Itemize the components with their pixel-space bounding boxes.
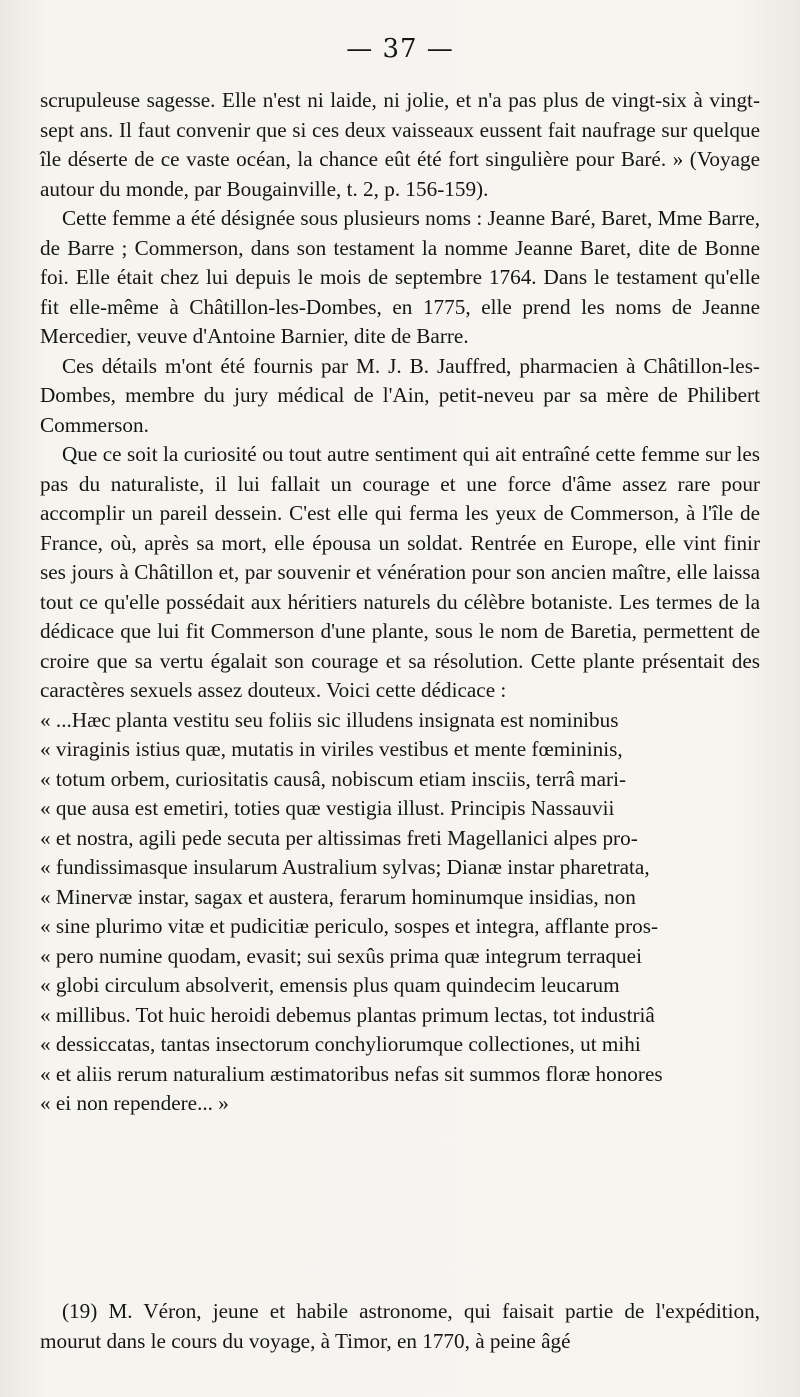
footnote-19: (19) M. Véron, jeune et habile astronome, qui faisait partie de l'expédition, mourut dans le cours du voyage, à Timor, en 1770, à peine âgé: [40, 1299, 760, 1353]
paragraph-2: Cette femme a été désignée sous plusieurs noms : Jeanne Baré, Baret, Mme Barre, de Barre ; Commerson, dans son testament la nomme Jeanne Baret, dite de Bonne foi. Elle était chez lui depuis le mois de septembre 1764. Dans le testament qu'elle fit elle-même à Châtillon-les-Dombes, en 1775, elle prend les noms de Jeanne Mercedier, veuve d'Antoine Barnier, dite de Barre.: [40, 206, 760, 348]
quote-line: « dessiccatas, tantas insectorum conchyliorumque collectiones, ut mihi: [40, 1032, 641, 1056]
quote-line: « ...Hæc planta vestitu seu foliis sic illudens insignata est nominibus: [40, 707, 619, 732]
quote-line: « viraginis istius quæ, mutatis in viriles vestibus et mente fœmininis,: [40, 737, 623, 761]
quote-line: « fundissimasque insularum Australium sylvas; Dianæ instar pharetrata,: [40, 855, 650, 879]
quote-line: « millibus. Tot huic heroidi debemus plantas primum lectas, tot industriâ: [40, 1002, 655, 1027]
quote-line: « Minervæ instar, sagax et austera, ferarum hominumque insidias, non: [40, 884, 636, 909]
paragraph-4: Que ce soit la curiosité ou tout autre sentiment qui ait entraîné cette femme sur les pas du naturaliste, il lui fallait un courage et une force d'âme assez rare pour accomplir un pareil dessein. C'est elle qui ferma les yeux de Commerson, à l'île de France, où, après sa mort, elle épousa un soldat. Rentrée en Europe, elle vint finir ses jours à Châtillon et, par souvenir et vénération pour son ancien maître, elle laissa tout ce qu'elle possédait aux héritiers naturels du célèbre botaniste. Les termes de la dédicace que lui fit Commerson d'une plante, sous le nom de Baretia, permettent de croire que sa vertu égalait son courage et sa résolution. Cette plante présentait des caractères sexuels assez douteux. Voici cette dédicace :: [40, 442, 760, 702]
paragraph-3: Ces détails m'ont été fournis par M. J. B. Jauffred, pharmacien à Châtillon-les-Dombes, membre du jury médical de l'Ain, petit-neveu par sa mère de Philibert Commerson.: [40, 353, 760, 437]
paragraph-1: scrupuleuse sagesse. Elle n'est ni laide, ni jolie, et n'a pas plus de vingt-six à vingt-sept ans. Il faut convenir que si ces deux vaisseaux eussent fait naufrage sur quelque île déserte de ce vaste océan, la chance eût été fort singulière pour Baré. » (Voyage autour du monde, par Bougainville, t. 2, p. 156-159).: [40, 88, 760, 201]
quote-line: « ei non rependere... »: [40, 1091, 229, 1115]
latin-dedication-quote: [40, 706, 760, 1119]
quote-line: « que ausa est emetiri, toties quæ vestigia illust. Principis Nassauvii: [40, 796, 615, 820]
quote-line: « et aliis rerum naturalium æstimatoribus nefas sit summos floræ honores: [40, 1061, 663, 1086]
quote-line: « sine plurimo vitæ et pudicitiæ periculo, sospes et integra, afflante pros-: [40, 914, 659, 938]
quote-line: « totum orbem, curiositatis causâ, nobiscum etiam insciis, terrâ mari-: [40, 766, 627, 791]
quote-line: « globi circulum absolverit, emensis plus quam quindecim leucarum: [40, 973, 620, 997]
quote-line: « pero numine quodam, evasit; sui sexûs prima quæ integrum terraquei: [40, 943, 642, 968]
body-text: [40, 86, 760, 1119]
page-number: — 37 —: [346, 34, 454, 64]
quote-line: « et nostra, agili pede secuta per altissimas freti Magellanici alpes pro-: [40, 825, 638, 850]
